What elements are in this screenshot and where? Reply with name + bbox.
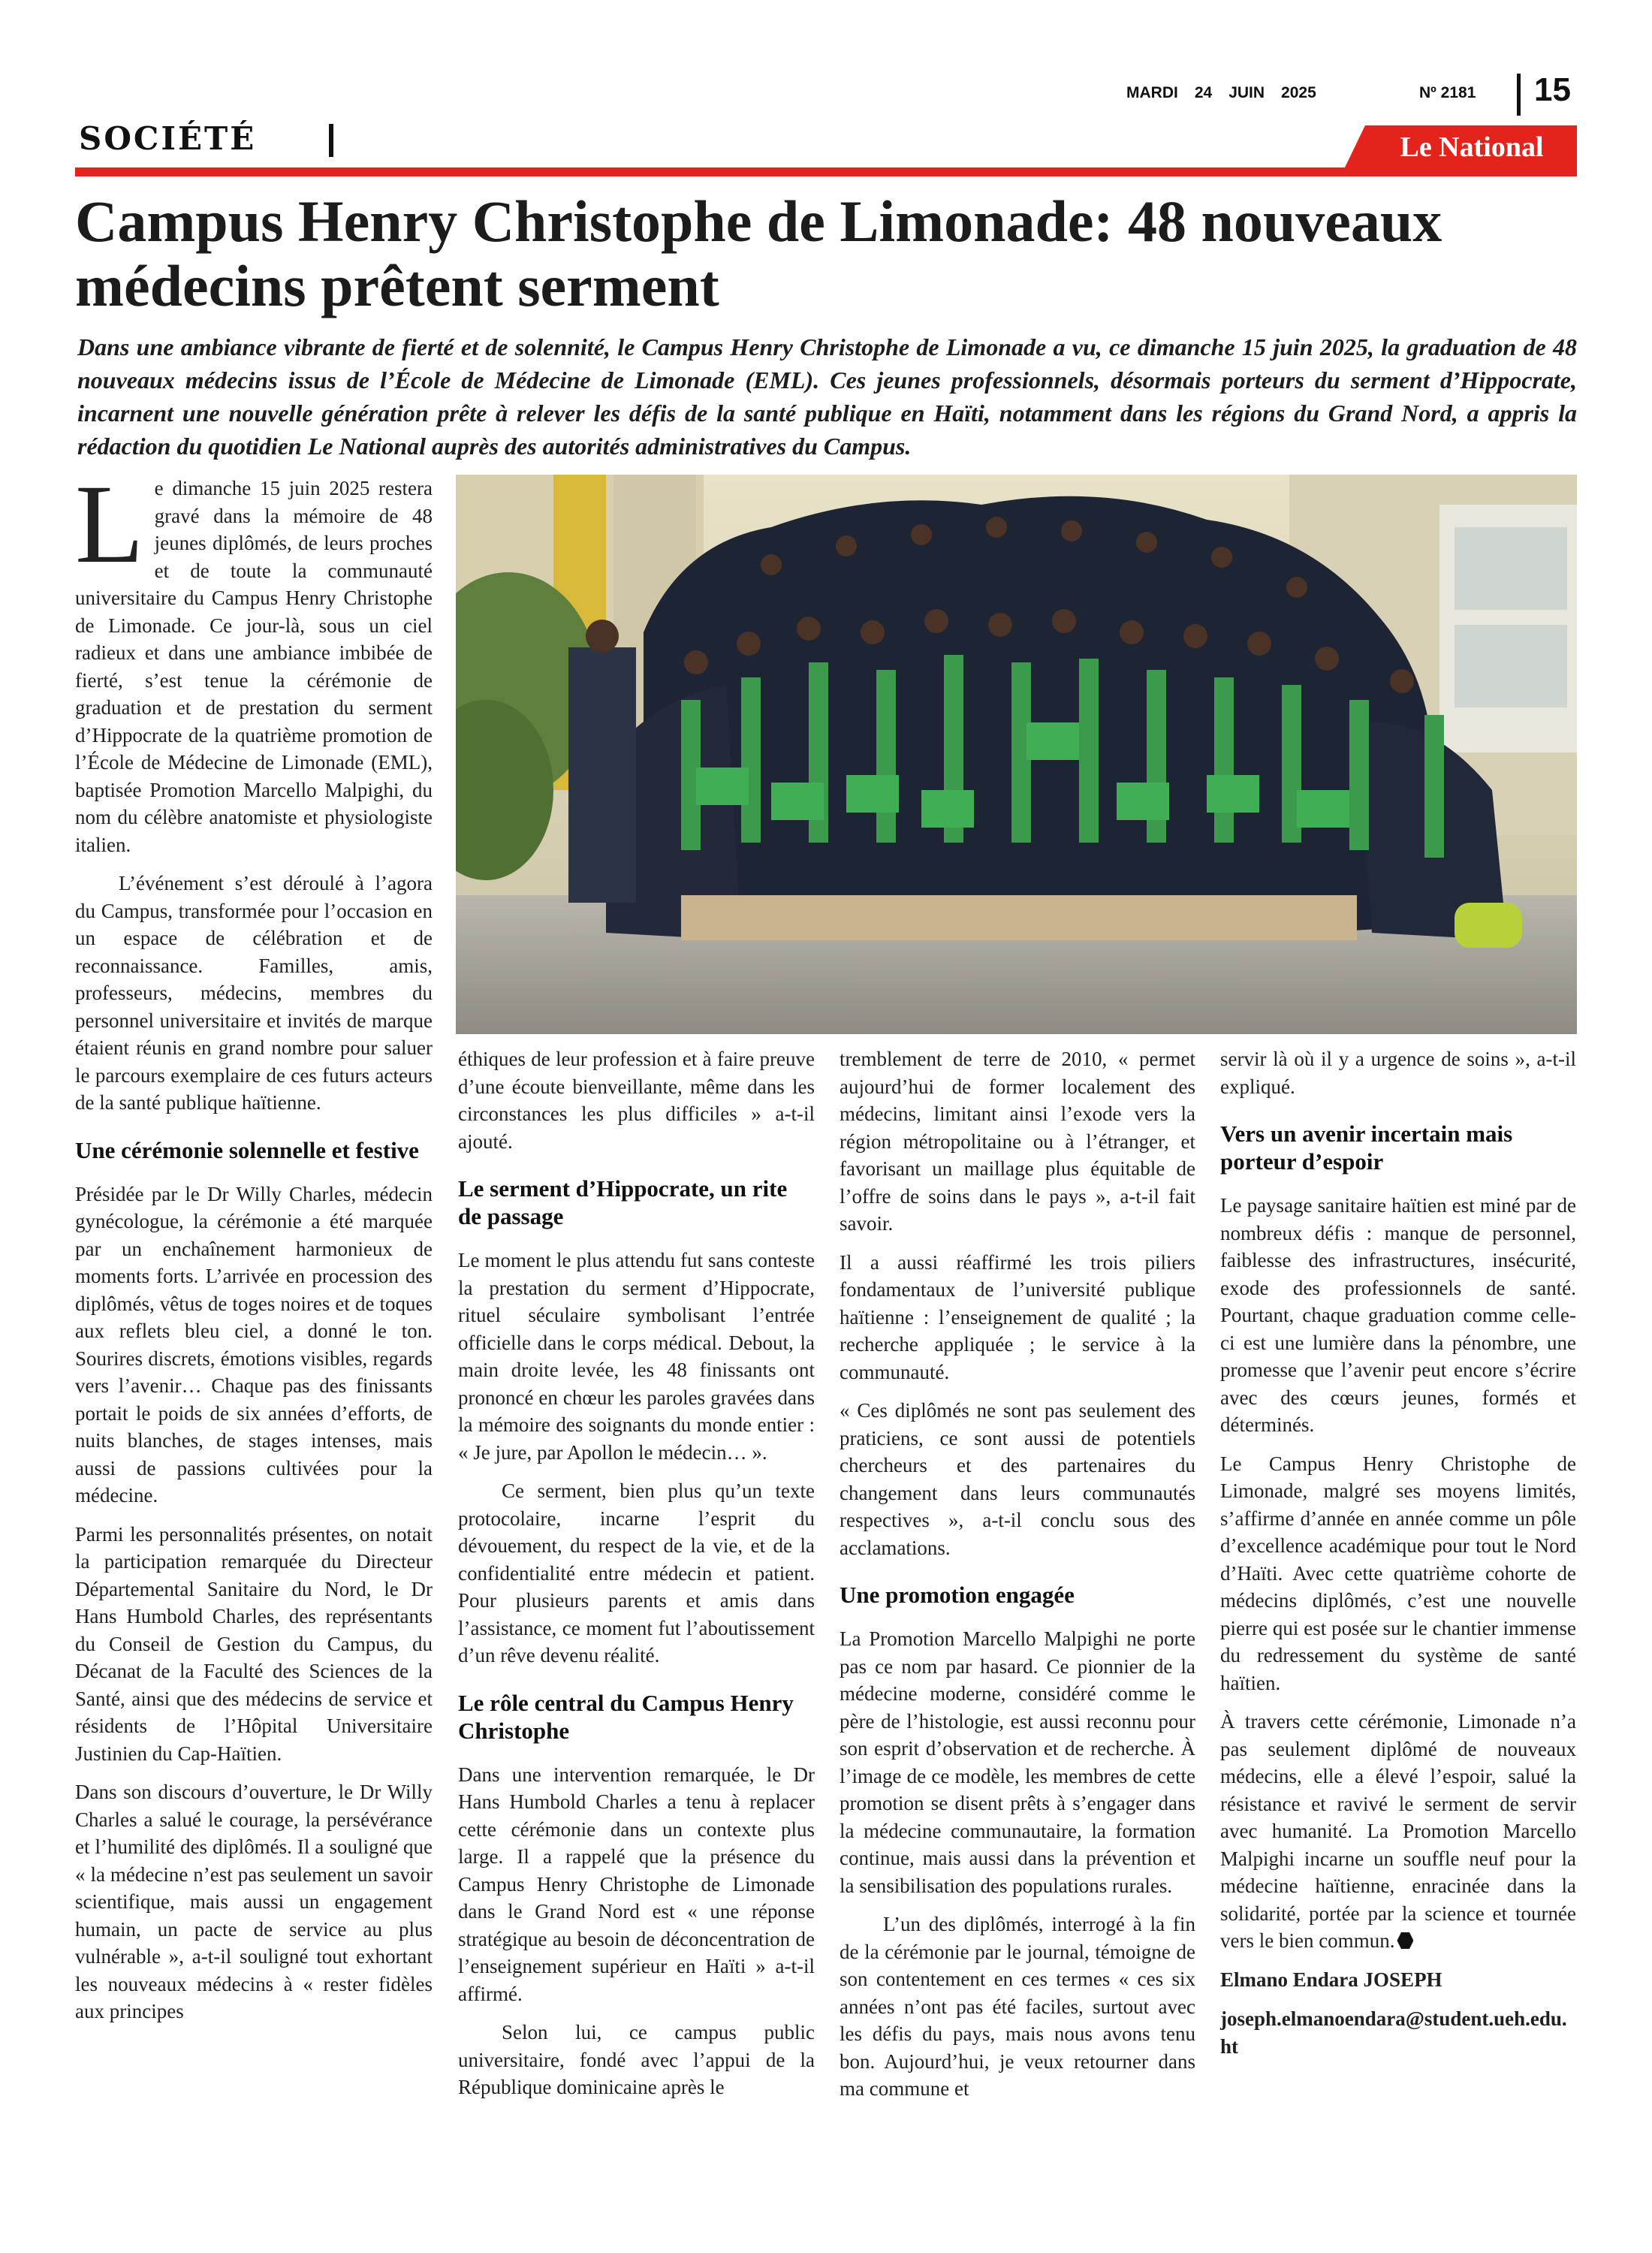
article-column-3 [840,1045,1195,2114]
subheading: Vers un avenir incertain mais porteur d’espoir [1220,1120,1513,1175]
paragraph: Présidée par le Dr Willy Charles, médecin gynécologue, la cérémonie a été marquée par un enchaînement harmonieux de moments forts. L’arrivée en procession des diplômés, vêtus de toges noires et de toques aux reflets bleu ciel, a donné le ton. Sourires discrets, émotions visibles, regards vers l’avenir… Chaque pas des finissants portait le poids de six années d’efforts, de nuits blanches, de stages intenses, mais aussi de passions cultivées pour la médecine. [75,1182,433,1507]
date-year: 2025 [1281,84,1316,101]
page-number: 15 [1534,71,1571,108]
paragraph: éthiques de leur profession et à faire preuve d’une écoute bienveillante, même dans les circonstances les plus difficiles » a-t-il ajouté. [458,1048,815,1153]
article-column-1 [75,462,433,2037]
date-month: JUIN [1228,84,1265,101]
header-rule [75,167,1577,176]
paragraph: Dans une intervention remarquée, le Dr Hans Humbold Charles a tenu à replacer cette cérémonie dans un contexte plus large. Il a rappelé que la présence du Campus Henry Christophe de Limonade dans le Grand Nord est « une réponse stratégique au besoin de déconcentration de l’enseignement supérieur en Haïti » a-t-il affirmé. [458,1763,815,2005]
publication-name: Le National [1400,131,1544,163]
graduation-photo [456,475,1577,1034]
paragraph: Le paysage sanitaire haïtien est miné par de nombreux défis : manque de personnel, faiblesse des infrastructures, insécurité, exode des professionnels de santé. Pourtant, chaque graduation comme celle-ci est une lumière dans la pénombre, une promesse que l’avenir peut encore s’écrire avec des cœurs jeunes, formés et déterminés. [1220,1194,1576,1436]
paragraph [1220,1708,1576,1955]
paragraph: Selon lui, ce campus public universitaire, fondé avec l’appui de la République dominicaine après le [458,2021,815,2098]
page-number-divider [1517,74,1521,116]
drop-cap: L [75,462,144,587]
author-email: joseph.elmanoendara@student.ueh.edu.ht [1220,2007,1567,2058]
paragraph: Ce serment, bien plus qu’un texte protocolaire, incarne l’esprit du dévouement, du respect de la vie, et de la confidentialité entre médecin et patient. Pour plusieurs parents et amis dans l’assistance, ce moment fut l’aboutissement d’un rêve devenu réalité. [458,1479,815,1666]
paragraph-text: À travers cette cérémonie, Limonade n’a pas seulement diplômé de nouveaux médecins, elle a élevé l’espoir, salué la résistance et ravivé le serment de servir avec humanité. La Promotion Marcello Malpighi incarne un souffle neuf pour la médecine haïtienne, enracinée dans la solidarité, portée par la science et tournée vers le bien commun. [1220,1710,1576,1952]
author-name: Elmano Endara JOSEPH [1220,1968,1442,1991]
article-column-4 [1220,1045,1576,2072]
article-headline: Campus Henry Christophe de Limonade: 48 nouveaux médecins prêtent serment [75,189,1442,318]
article-column-2 [458,1045,815,2113]
paragraph: Il a aussi réaffirmé les trois piliers fondamentaux de l’université publique haïtienne : l’enseignement de qualité ; la recherche appliquée ; le service à la communauté. [840,1250,1195,1383]
paragraph: « Ces diplômés ne sont pas seulement des praticiens, ce sont aussi de potentiels chercheurs et des partenaires du changement dans leurs communautés respectives », a-t-il conclu sous des acclamations. [840,1399,1195,1559]
paragraph [75,462,433,858]
subheading: Le serment d’Hippocrate, un rite de passage [458,1175,788,1229]
issue-date [1126,84,1464,102]
section-label: SOCIÉTÉ [79,120,257,157]
paragraph: tremblement de terre de 2010, « permet aujourd’hui de former localement des médecins, limitant ainsi l’exode vers la région métropolitaine ou à l’étranger, et favorisant un maillage plus équitable de l’offre de soins dans le pays », a-t-il fait savoir. [840,1048,1195,1235]
subheading: Une promotion engagée [840,1582,1075,1608]
end-mark-icon [1397,1932,1413,1949]
paragraph: Dans son discours d’ouverture, le Dr Willy Charles a salué le courage, la persévérance et l’humilité des diplômés. Il a souligné que « la médecine n’est pas seulement un savoir scientifique, mais aussi un engagement humain, un pacte de service au plus vulnérable », a-t-il souligné tout exhortant les nouveaux médecins à « rester fidèles aux principes [75,1781,433,2022]
paragraph: Le moment le plus attendu fut sans conteste la prestation du serment d’Hippocrate, rituel séculaire symbolisant l’entrée officielle dans le corps médical. Debout, la main droite levée, les 48 finissants ont prononcé en chœur les paroles gravées dans la mémoire des soignants du monde entier : « Je jure, par Apollon le médecin… ». [458,1249,815,1464]
subheading: Une cérémonie solennelle et festive [75,1136,419,1163]
subheading: Le rôle central du Campus Henry Christophe [458,1689,794,1744]
paragraph-text: e dimanche 15 juin 2025 restera gravé dans la mémoire de 48 jeunes diplômés, de leurs proches et de toute la communauté universitaire du Campus Henry Christophe de Limonade. Ce jour-là, sous un ciel radieux et dans une ambiance imbibée de fierté, s’est tenue la cérémonie de graduation et de prestation du serment d’Hippocrate de la quatrième promotion de l’École de Médecine de Limonade (EML), baptisée Promotion Marcello Malpighi, du nom du célèbre anatomiste et physiologiste italien. [75,477,433,856]
graduation-photo-illustration [456,475,1577,1034]
paragraph: La Promotion Marcello Malpighi ne porte pas ce nom par hasard. Ce pionnier de la médecine moderne, considéré comme le père de l’histologie, est aussi reconnu pour son esprit d’observation et de recherche. À l’image de ce modèle, les membres de cette promotion se disent prêts à s’engager dans la médecine communautaire, la formation continue, mais aussi dans la prévention et la sensibilisation des populations rurales. [840,1627,1195,1897]
issue-number: Nº 2181 [1419,84,1476,101]
article-standfirst: Dans une ambiance vibrante de fierté et de solennité, le Campus Henry Christophe de Limonade a vu, ce dimanche 15 juin 2025, la graduation de 48 nouveaux médecins issus de l’École de Médecine de Limonade (EML). Ces jeunes professionnels, désormais porteurs du serment d’Hippocrate, incarnent une nouvelle génération prête à relever les défis de la santé publique en Haïti, notamment dans les régions du Grand Nord, a appris la rédaction du quotidien Le National auprès des autorités administratives du Campus. [77,333,1577,460]
date-day: 24 [1194,84,1213,101]
paragraph: Parmi les personnalités présentes, on notait la participation remarquée du Directeur Départemental Sanitaire du Nord, le Dr Hans Humbold Charles, des représentants du Conseil de Gestion du Campus, du Décanat de la Faculté des Sciences de la Santé, ainsi que des médecins de service et résidents de l’Hôpital Universitaire Justinien du Cap-Haïtien. [75,1522,433,1765]
paragraph: servir là où il y a urgence de soins », a-t-il expliqué. [1220,1048,1576,1098]
paragraph: Le Campus Henry Christophe de Limonade, malgré ses moyens limités, s’affirme d’année en année comme un pôle d’excellence académique pour tout le Nord d’Haïti. Avec cette quatrième cohorte de médecins diplômés, c’est une nouvelle pierre qui est posée sur le chantier immense du redressement du système de santé haïtien. [1220,1452,1576,1694]
paragraph: L’un des diplômés, interrogé à la fin de la cérémonie par le journal, témoigne de son contentement en ces termes « ces six années n’ont pas été faciles, surtout avec les défis du pays, mais nous avons tenu bon. Aujourd’hui, je veux retourner dans ma commune et [840,1913,1195,2100]
section-divider [329,124,333,157]
date-weekday: MARDI [1126,84,1178,101]
paragraph: L’événement s’est déroulé à l’agora du Campus, transformée pour l’occasion en un espace de célébration et de reconnaissance. Familles, amis, professeurs, médecins, membres du personnel universitaire et invités de marque étaient réunis en grand nombre pour saluer le parcours exemplaire de ces futurs acteurs de la santé publique haïtienne. [75,872,433,1114]
